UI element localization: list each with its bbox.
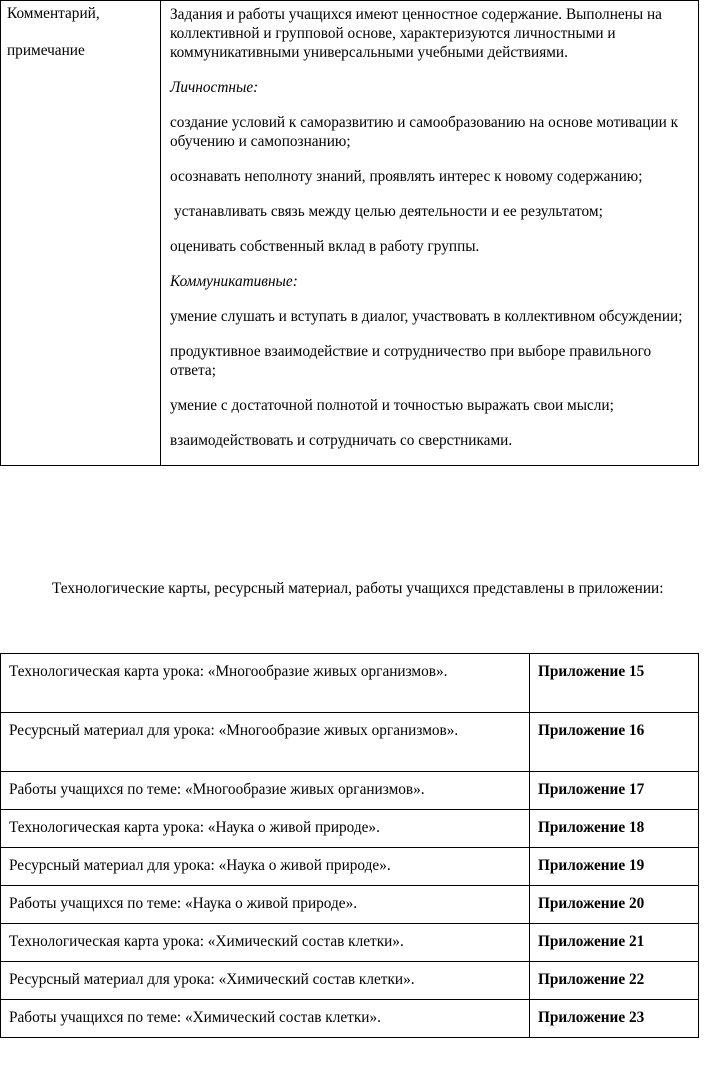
- comment-row: [1, 1, 699, 466]
- comment-table: [0, 0, 699, 466]
- appendix-description: Ресурсный материал для урока: «Наука о живой природе».: [1, 848, 530, 886]
- table-row: [1, 810, 699, 848]
- appendix-description: Технологическая карта урока: «Химический состав клетки».: [1, 924, 530, 962]
- content-paragraph: устанавливать связь между целью деятельности и ее результатом;: [174, 203, 603, 220]
- appendix-description: Работы учащихся по теме: «Химический состав клетки».: [1, 1000, 530, 1038]
- section-heading-personal: Личностные:: [170, 79, 259, 96]
- comment-content-cell: [161, 1, 699, 466]
- appendix-description: Технологическая карта урока: «Многообразие живых организмов».: [1, 654, 530, 713]
- content-paragraph: Задания и работы учащихся имеют ценностное содержание. Выполнены на коллективной и групповой основе, характеризуются личностными и коммуникативными универсальными учебными действиями.: [170, 6, 662, 61]
- appendix-table: [0, 653, 699, 1038]
- appendix-description: Работы учащихся по теме: «Многообразие живых организмов».: [1, 772, 530, 810]
- appendix-number: Приложение 21: [530, 924, 699, 962]
- appendix-number: Приложение 16: [530, 713, 699, 772]
- appendix-number: Приложение 22: [530, 962, 699, 1000]
- content-paragraph: осознавать неполноту знаний, проявлять интерес к новому содержанию;: [170, 168, 643, 185]
- content-paragraph: продуктивное взаимодействие и сотрудничество при выборе правильного ответа;: [170, 343, 652, 379]
- appendix-description: Ресурсный материал для урока: «Многообразие живых организмов».: [1, 713, 530, 772]
- appendix-number: Приложение 18: [530, 810, 699, 848]
- content-paragraph: умение слушать и вступать в диалог, участвовать в коллективном обсуждении;: [170, 308, 683, 325]
- appendix-number: Приложение 19: [530, 848, 699, 886]
- appendix-description: Технологическая карта урока: «Наука о живой природе».: [1, 810, 530, 848]
- table-row: [1, 772, 699, 810]
- appendix-description: Работы учащихся по теме: «Наука о живой природе».: [1, 886, 530, 924]
- intro-paragraph: Технологические карты, ресурсный материал, работы учащихся представлены в приложении:: [52, 580, 664, 597]
- table-row: [1, 924, 699, 962]
- content-paragraph: создание условий к саморазвитию и самообразованию на основе мотивации к обучению и самопознанию;: [170, 114, 679, 150]
- table-row: [1, 848, 699, 886]
- table-row: [1, 886, 699, 924]
- table-row: [1, 654, 699, 713]
- comment-label-cell: [1, 1, 161, 466]
- appendix-number: Приложение 23: [530, 1000, 699, 1038]
- content-paragraph: оценивать собственный вклад в работу группы.: [170, 238, 480, 255]
- comment-label-line: примечание: [7, 42, 85, 59]
- table-row: [1, 962, 699, 1000]
- table-row: [1, 1000, 699, 1038]
- appendix-description: Ресурсный материал для урока: «Химический состав клетки».: [1, 962, 530, 1000]
- appendix-number: Приложение 17: [530, 772, 699, 810]
- section-heading-communicative: Коммуникативные:: [170, 273, 298, 290]
- content-paragraph: умение с достаточной полнотой и точностью выражать свои мысли;: [170, 397, 614, 414]
- table-row: [1, 713, 699, 772]
- content-paragraph: взаимодействовать и сотрудничать со сверстниками.: [170, 432, 513, 449]
- appendix-number: Приложение 20: [530, 886, 699, 924]
- comment-label-line: Комментарий,: [7, 5, 100, 22]
- appendix-number: Приложение 15: [530, 654, 699, 713]
